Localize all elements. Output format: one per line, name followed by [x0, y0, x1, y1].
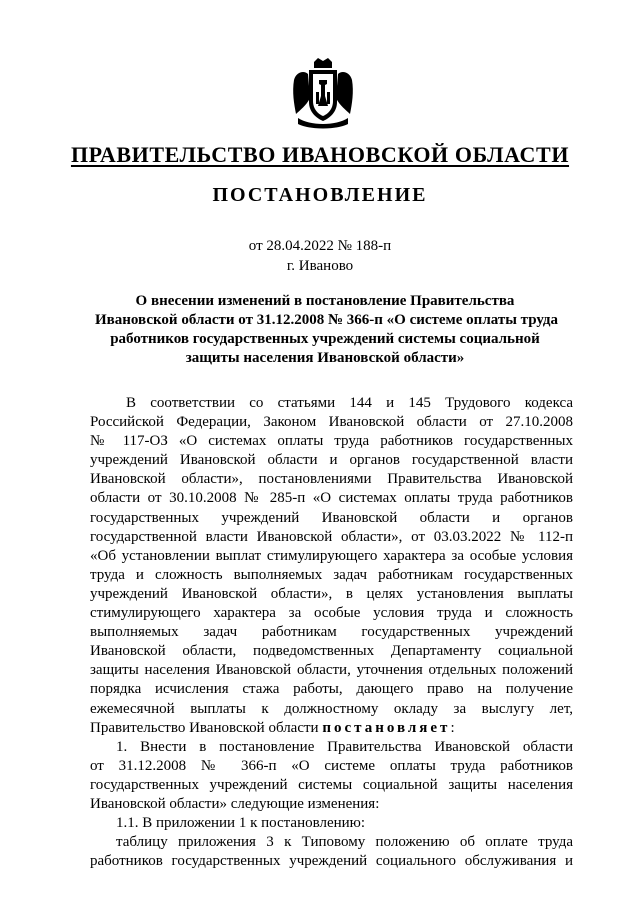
body-line: стимулирующего характера за особые условия труда и сложность — [90, 605, 573, 622]
body-line: 1.1. В приложении 1 к постановлению: — [116, 815, 366, 832]
body-line: «Об установлении выплат стимулирующего характера за особые условия — [90, 547, 573, 564]
ivanovo-coat-of-arms-icon — [292, 58, 354, 130]
body-line: труда и сложность выполняемых задач работникам государственных — [90, 566, 573, 583]
subject-line: Ивановской области от 31.12.2008 № 366-п «О системе оплаты труда — [95, 312, 559, 328]
body-line: защиты населения Ивановской области, уточнения отдельных положений — [90, 662, 573, 679]
body-line: от 31.12.2008 № 366-п «О системе оплаты труда работников — [90, 757, 573, 774]
subject-line: О внесении изменений в постановление Правительства — [135, 293, 515, 309]
body-line: таблицу приложения 3 к Типовому положению об оплате труда — [116, 834, 573, 851]
body-line: порядка исчисления стажа работы, дающего право на получение — [90, 681, 573, 698]
body-line: ежемесячной выплаты к должностному окладу за выслугу лет, — [90, 700, 573, 717]
body-line: Ивановской области» следующие изменения: — [90, 795, 380, 812]
resolves-keyword: постановляет — [322, 719, 451, 736]
body-line: государственных учреждений системы социальной защиты населения — [90, 776, 573, 793]
city: г. Иваново — [286, 258, 354, 274]
body-line: области от 30.10.2008 № 285-п «О системах оплаты труда работников — [90, 490, 573, 507]
document-type-heading: ПОСТАНОВЛЕНИЕ — [212, 184, 428, 206]
body-line-resolution — [90, 719, 573, 738]
resolution-prefix: Правительство Ивановской области — [90, 719, 323, 736]
body-line: учреждений Ивановской области и органов государственной власти — [90, 452, 573, 469]
body-line: учреждений Ивановской области», в целях установления выплаты — [90, 585, 573, 602]
body-line: выполняемых задач работникам государственных учреждений — [90, 624, 573, 641]
document-body — [90, 394, 573, 871]
body-line: 1. Внести в постановление Правительства Ивановской области — [116, 738, 573, 755]
document-subject — [95, 292, 559, 368]
body-line: № 117-ОЗ «О системах оплаты труда работников государственных — [90, 433, 573, 450]
body-line: Ивановской области», постановлениями Правительства Ивановской — [90, 471, 573, 488]
body-line: государственной власти Ивановской области», от 03.03.2022 № 112-п — [90, 528, 573, 545]
date-number: от 28.04.2022 № 188-п — [248, 238, 392, 254]
body-line: Российской Федерации, Законом Ивановской области от 27.10.2008 — [90, 414, 573, 431]
government-title: ПРАВИТЕЛЬСТВО ИВАНОВСКОЙ ОБЛАСТИ — [70, 142, 570, 167]
subject-line: работников государственных учреждений системы социальной — [110, 331, 540, 347]
body-line: В соответствии со статьями 144 и 145 Трудового кодекса — [126, 395, 573, 411]
subject-line: защиты населения Ивановской области» — [185, 350, 465, 366]
body-line: государственных учреждений Ивановской области и органов — [90, 509, 573, 526]
body-line: работников государственных учреждений социального обслуживания и — [90, 853, 573, 870]
resolution-suffix: : — [450, 719, 455, 736]
body-line: Ивановской области, подведомственных Департаменту социальной — [90, 643, 573, 660]
